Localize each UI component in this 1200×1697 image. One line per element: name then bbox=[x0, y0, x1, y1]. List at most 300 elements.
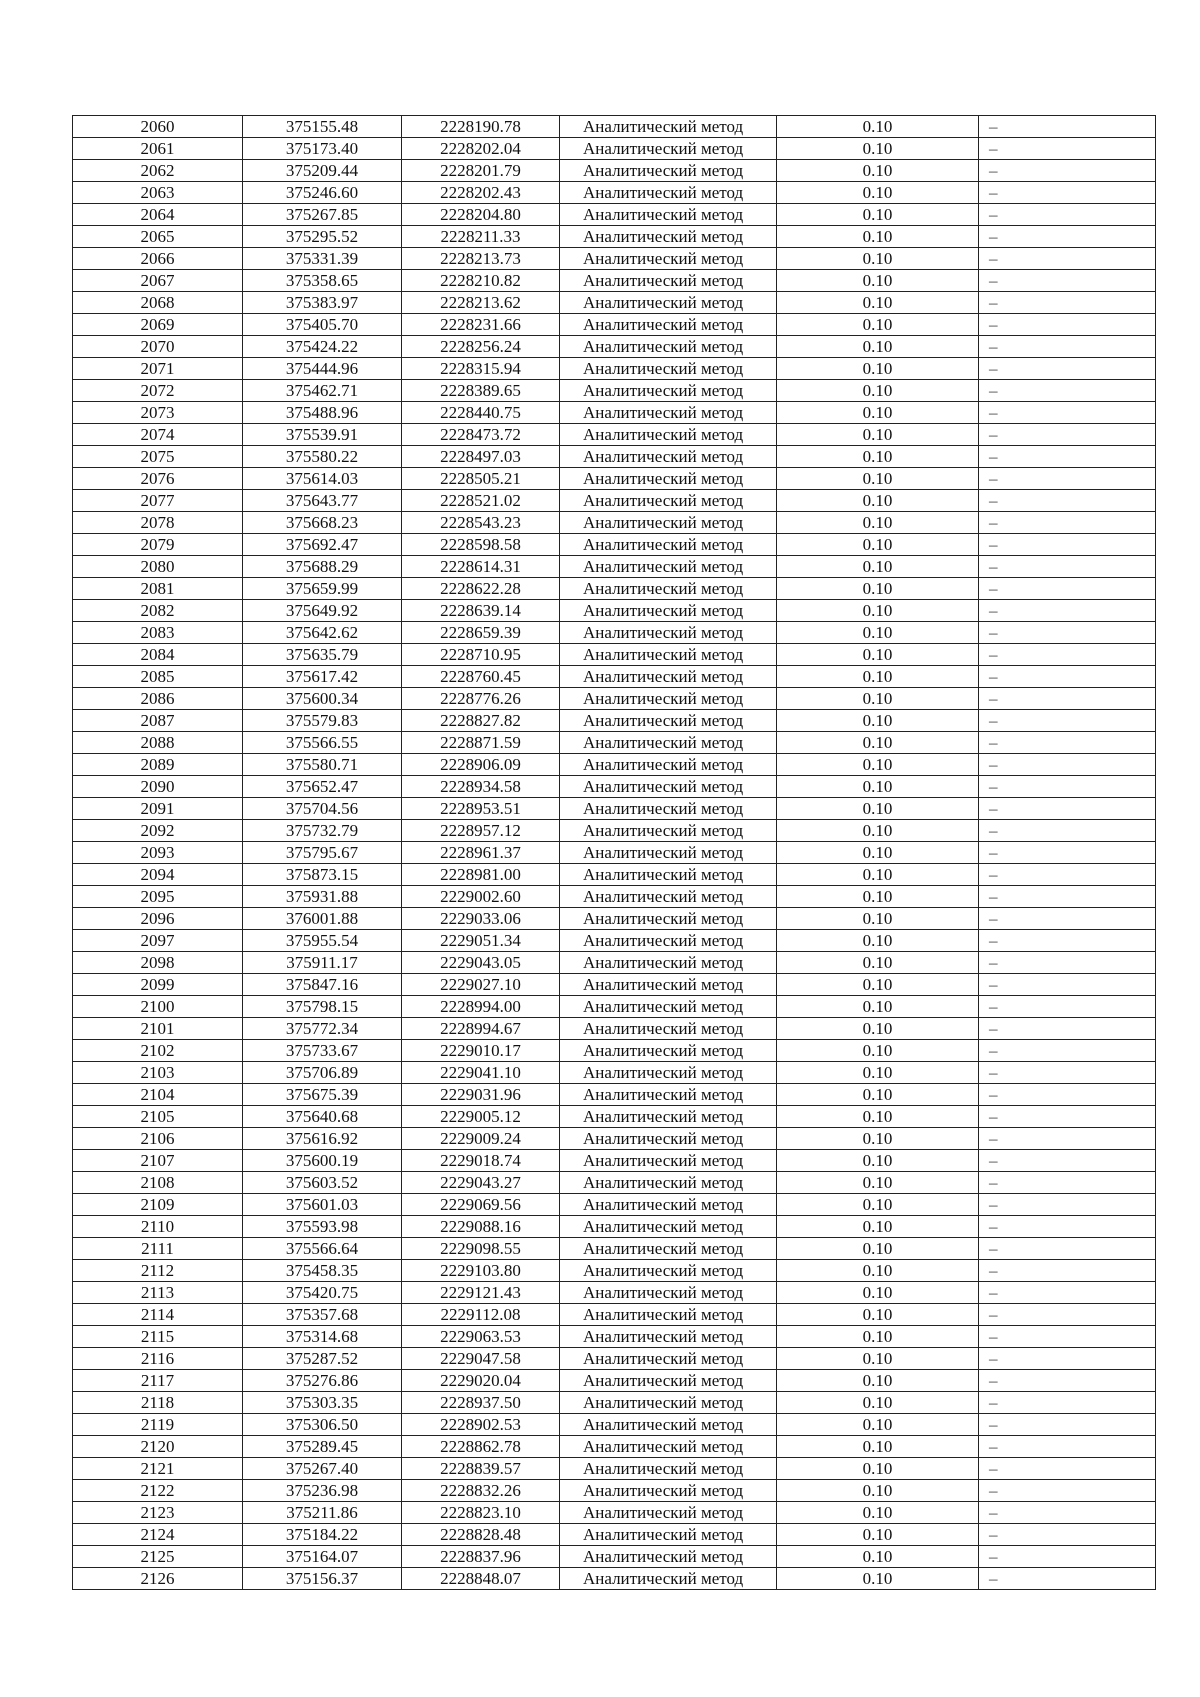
description-cell: – bbox=[979, 1172, 1156, 1194]
y-coordinate-cell: 2228202.04 bbox=[402, 138, 560, 160]
y-coordinate-cell: 2228213.62 bbox=[402, 292, 560, 314]
point-number-cell: 2063 bbox=[73, 182, 243, 204]
y-coordinate-cell: 2229031.96 bbox=[402, 1084, 560, 1106]
accuracy-cell: 0.10 bbox=[777, 1348, 979, 1370]
accuracy-cell: 0.10 bbox=[777, 996, 979, 1018]
point-number-cell: 2126 bbox=[73, 1568, 243, 1590]
method-cell: Аналитический метод bbox=[560, 336, 777, 358]
y-coordinate-cell: 2229047.58 bbox=[402, 1348, 560, 1370]
y-coordinate-cell: 2229098.55 bbox=[402, 1238, 560, 1260]
accuracy-cell: 0.10 bbox=[777, 820, 979, 842]
method-cell: Аналитический метод bbox=[560, 732, 777, 754]
y-coordinate-cell: 2228839.57 bbox=[402, 1458, 560, 1480]
y-coordinate-cell: 2228862.78 bbox=[402, 1436, 560, 1458]
method-cell: Аналитический метод bbox=[560, 160, 777, 182]
point-number-cell: 2071 bbox=[73, 358, 243, 380]
accuracy-cell: 0.10 bbox=[777, 1370, 979, 1392]
method-cell: Аналитический метод bbox=[560, 270, 777, 292]
description-cell: – bbox=[979, 1084, 1156, 1106]
method-cell: Аналитический метод bbox=[560, 204, 777, 226]
method-cell: Аналитический метод bbox=[560, 1546, 777, 1568]
y-coordinate-cell: 2228776.26 bbox=[402, 688, 560, 710]
table-row bbox=[73, 1568, 1156, 1590]
description-cell: – bbox=[979, 688, 1156, 710]
y-coordinate-cell: 2228201.79 bbox=[402, 160, 560, 182]
accuracy-cell: 0.10 bbox=[777, 1062, 979, 1084]
accuracy-cell: 0.10 bbox=[777, 666, 979, 688]
x-coordinate-cell: 375539.91 bbox=[243, 424, 402, 446]
accuracy-cell: 0.10 bbox=[777, 1502, 979, 1524]
method-cell: Аналитический метод bbox=[560, 468, 777, 490]
method-cell: Аналитический метод bbox=[560, 1436, 777, 1458]
coordinates-table-body bbox=[73, 116, 1156, 1590]
y-coordinate-cell: 2228902.53 bbox=[402, 1414, 560, 1436]
x-coordinate-cell: 375236.98 bbox=[243, 1480, 402, 1502]
table-row bbox=[73, 424, 1156, 446]
table-row bbox=[73, 512, 1156, 534]
x-coordinate-cell: 375357.68 bbox=[243, 1304, 402, 1326]
x-coordinate-cell: 375276.86 bbox=[243, 1370, 402, 1392]
point-number-cell: 2099 bbox=[73, 974, 243, 996]
table-row bbox=[73, 292, 1156, 314]
point-number-cell: 2073 bbox=[73, 402, 243, 424]
accuracy-cell: 0.10 bbox=[777, 1216, 979, 1238]
accuracy-cell: 0.10 bbox=[777, 402, 979, 424]
y-coordinate-cell: 2228953.51 bbox=[402, 798, 560, 820]
table-row bbox=[73, 270, 1156, 292]
x-coordinate-cell: 375617.42 bbox=[243, 666, 402, 688]
table-row bbox=[73, 182, 1156, 204]
x-coordinate-cell: 375732.79 bbox=[243, 820, 402, 842]
table-row bbox=[73, 160, 1156, 182]
x-coordinate-cell: 375566.64 bbox=[243, 1238, 402, 1260]
x-coordinate-cell: 375675.39 bbox=[243, 1084, 402, 1106]
x-coordinate-cell: 375659.99 bbox=[243, 578, 402, 600]
method-cell: Аналитический метод bbox=[560, 1172, 777, 1194]
x-coordinate-cell: 375462.71 bbox=[243, 380, 402, 402]
y-coordinate-cell: 2228937.50 bbox=[402, 1392, 560, 1414]
point-number-cell: 2096 bbox=[73, 908, 243, 930]
method-cell: Аналитический метод bbox=[560, 1392, 777, 1414]
point-number-cell: 2089 bbox=[73, 754, 243, 776]
y-coordinate-cell: 2228848.07 bbox=[402, 1568, 560, 1590]
x-coordinate-cell: 375579.83 bbox=[243, 710, 402, 732]
point-number-cell: 2079 bbox=[73, 534, 243, 556]
method-cell: Аналитический метод bbox=[560, 798, 777, 820]
description-cell: – bbox=[979, 1216, 1156, 1238]
description-cell: – bbox=[979, 1282, 1156, 1304]
table-row bbox=[73, 1216, 1156, 1238]
x-coordinate-cell: 375733.67 bbox=[243, 1040, 402, 1062]
y-coordinate-cell: 2229027.10 bbox=[402, 974, 560, 996]
accuracy-cell: 0.10 bbox=[777, 116, 979, 138]
point-number-cell: 2095 bbox=[73, 886, 243, 908]
x-coordinate-cell: 375642.62 bbox=[243, 622, 402, 644]
table-row bbox=[73, 732, 1156, 754]
point-number-cell: 2065 bbox=[73, 226, 243, 248]
table-row bbox=[73, 644, 1156, 666]
description-cell: – bbox=[979, 1480, 1156, 1502]
x-coordinate-cell: 375358.65 bbox=[243, 270, 402, 292]
y-coordinate-cell: 2228210.82 bbox=[402, 270, 560, 292]
x-coordinate-cell: 375652.47 bbox=[243, 776, 402, 798]
y-coordinate-cell: 2228828.48 bbox=[402, 1524, 560, 1546]
y-coordinate-cell: 2228614.31 bbox=[402, 556, 560, 578]
accuracy-cell: 0.10 bbox=[777, 864, 979, 886]
description-cell: – bbox=[979, 622, 1156, 644]
accuracy-cell: 0.10 bbox=[777, 1260, 979, 1282]
table-row bbox=[73, 402, 1156, 424]
accuracy-cell: 0.10 bbox=[777, 1238, 979, 1260]
y-coordinate-cell: 2228622.28 bbox=[402, 578, 560, 600]
method-cell: Аналитический метод bbox=[560, 644, 777, 666]
y-coordinate-cell: 2228211.33 bbox=[402, 226, 560, 248]
description-cell: – bbox=[979, 1194, 1156, 1216]
accuracy-cell: 0.10 bbox=[777, 204, 979, 226]
y-coordinate-cell: 2228934.58 bbox=[402, 776, 560, 798]
description-cell: – bbox=[979, 1348, 1156, 1370]
x-coordinate-cell: 375314.68 bbox=[243, 1326, 402, 1348]
table-row bbox=[73, 380, 1156, 402]
y-coordinate-cell: 2228389.65 bbox=[402, 380, 560, 402]
description-cell: – bbox=[979, 424, 1156, 446]
description-cell: – bbox=[979, 160, 1156, 182]
accuracy-cell: 0.10 bbox=[777, 732, 979, 754]
description-cell: – bbox=[979, 402, 1156, 424]
accuracy-cell: 0.10 bbox=[777, 842, 979, 864]
description-cell: – bbox=[979, 556, 1156, 578]
description-cell: – bbox=[979, 1436, 1156, 1458]
point-number-cell: 2069 bbox=[73, 314, 243, 336]
description-cell: – bbox=[979, 446, 1156, 468]
table-row bbox=[73, 138, 1156, 160]
y-coordinate-cell: 2228832.26 bbox=[402, 1480, 560, 1502]
table-row bbox=[73, 996, 1156, 1018]
y-coordinate-cell: 2229121.43 bbox=[402, 1282, 560, 1304]
table-row bbox=[73, 1326, 1156, 1348]
x-coordinate-cell: 375593.98 bbox=[243, 1216, 402, 1238]
x-coordinate-cell: 375635.79 bbox=[243, 644, 402, 666]
method-cell: Аналитический метод bbox=[560, 908, 777, 930]
accuracy-cell: 0.10 bbox=[777, 1282, 979, 1304]
x-coordinate-cell: 375704.56 bbox=[243, 798, 402, 820]
y-coordinate-cell: 2228598.58 bbox=[402, 534, 560, 556]
point-number-cell: 2100 bbox=[73, 996, 243, 1018]
point-number-cell: 2081 bbox=[73, 578, 243, 600]
x-coordinate-cell: 375383.97 bbox=[243, 292, 402, 314]
point-number-cell: 2110 bbox=[73, 1216, 243, 1238]
method-cell: Аналитический метод bbox=[560, 600, 777, 622]
x-coordinate-cell: 375772.34 bbox=[243, 1018, 402, 1040]
y-coordinate-cell: 2228981.00 bbox=[402, 864, 560, 886]
method-cell: Аналитический метод bbox=[560, 446, 777, 468]
x-coordinate-cell: 375211.86 bbox=[243, 1502, 402, 1524]
description-cell: – bbox=[979, 182, 1156, 204]
method-cell: Аналитический метод bbox=[560, 292, 777, 314]
description-cell: – bbox=[979, 1326, 1156, 1348]
x-coordinate-cell: 375331.39 bbox=[243, 248, 402, 270]
method-cell: Аналитический метод bbox=[560, 1260, 777, 1282]
point-number-cell: 2074 bbox=[73, 424, 243, 446]
method-cell: Аналитический метод bbox=[560, 1502, 777, 1524]
point-number-cell: 2114 bbox=[73, 1304, 243, 1326]
method-cell: Аналитический метод bbox=[560, 886, 777, 908]
y-coordinate-cell: 2228497.03 bbox=[402, 446, 560, 468]
x-coordinate-cell: 375688.29 bbox=[243, 556, 402, 578]
table-row bbox=[73, 974, 1156, 996]
table-row bbox=[73, 1018, 1156, 1040]
method-cell: Аналитический метод bbox=[560, 996, 777, 1018]
point-number-cell: 2066 bbox=[73, 248, 243, 270]
method-cell: Аналитический метод bbox=[560, 1062, 777, 1084]
table-row bbox=[73, 468, 1156, 490]
accuracy-cell: 0.10 bbox=[777, 512, 979, 534]
y-coordinate-cell: 2228871.59 bbox=[402, 732, 560, 754]
method-cell: Аналитический метод bbox=[560, 226, 777, 248]
point-number-cell: 2104 bbox=[73, 1084, 243, 1106]
description-cell: – bbox=[979, 666, 1156, 688]
method-cell: Аналитический метод bbox=[560, 754, 777, 776]
accuracy-cell: 0.10 bbox=[777, 908, 979, 930]
point-number-cell: 2113 bbox=[73, 1282, 243, 1304]
x-coordinate-cell: 375600.34 bbox=[243, 688, 402, 710]
method-cell: Аналитический метод bbox=[560, 952, 777, 974]
accuracy-cell: 0.10 bbox=[777, 336, 979, 358]
table-row bbox=[73, 930, 1156, 952]
accuracy-cell: 0.10 bbox=[777, 1106, 979, 1128]
table-row bbox=[73, 1414, 1156, 1436]
description-cell: – bbox=[979, 204, 1156, 226]
table-row bbox=[73, 1480, 1156, 1502]
x-coordinate-cell: 375184.22 bbox=[243, 1524, 402, 1546]
method-cell: Аналитический метод bbox=[560, 1238, 777, 1260]
table-row bbox=[73, 710, 1156, 732]
point-number-cell: 2075 bbox=[73, 446, 243, 468]
accuracy-cell: 0.10 bbox=[777, 930, 979, 952]
description-cell: – bbox=[979, 380, 1156, 402]
description-cell: – bbox=[979, 534, 1156, 556]
x-coordinate-cell: 375267.40 bbox=[243, 1458, 402, 1480]
method-cell: Аналитический метод bbox=[560, 490, 777, 512]
point-number-cell: 2064 bbox=[73, 204, 243, 226]
x-coordinate-cell: 375706.89 bbox=[243, 1062, 402, 1084]
description-cell: – bbox=[979, 490, 1156, 512]
table-row bbox=[73, 1458, 1156, 1480]
accuracy-cell: 0.10 bbox=[777, 424, 979, 446]
accuracy-cell: 0.10 bbox=[777, 248, 979, 270]
description-cell: – bbox=[979, 1150, 1156, 1172]
method-cell: Аналитический метод bbox=[560, 1128, 777, 1150]
description-cell: – bbox=[979, 908, 1156, 930]
x-coordinate-cell: 375955.54 bbox=[243, 930, 402, 952]
table-row bbox=[73, 1128, 1156, 1150]
accuracy-cell: 0.10 bbox=[777, 446, 979, 468]
y-coordinate-cell: 2228906.09 bbox=[402, 754, 560, 776]
method-cell: Аналитический метод bbox=[560, 578, 777, 600]
table-row bbox=[73, 842, 1156, 864]
description-cell: – bbox=[979, 732, 1156, 754]
accuracy-cell: 0.10 bbox=[777, 490, 979, 512]
coordinates-table bbox=[72, 115, 1156, 1590]
x-coordinate-cell: 375289.45 bbox=[243, 1436, 402, 1458]
method-cell: Аналитический метод bbox=[560, 666, 777, 688]
description-cell: – bbox=[979, 468, 1156, 490]
description-cell: – bbox=[979, 226, 1156, 248]
method-cell: Аналитический метод bbox=[560, 380, 777, 402]
point-number-cell: 2083 bbox=[73, 622, 243, 644]
table-row bbox=[73, 820, 1156, 842]
table-row bbox=[73, 798, 1156, 820]
y-coordinate-cell: 2229020.04 bbox=[402, 1370, 560, 1392]
y-coordinate-cell: 2228994.00 bbox=[402, 996, 560, 1018]
method-cell: Аналитический метод bbox=[560, 1326, 777, 1348]
description-cell: – bbox=[979, 974, 1156, 996]
table-row bbox=[73, 1172, 1156, 1194]
point-number-cell: 2106 bbox=[73, 1128, 243, 1150]
point-number-cell: 2103 bbox=[73, 1062, 243, 1084]
table-row bbox=[73, 886, 1156, 908]
description-cell: – bbox=[979, 1040, 1156, 1062]
accuracy-cell: 0.10 bbox=[777, 1524, 979, 1546]
x-coordinate-cell: 375209.44 bbox=[243, 160, 402, 182]
description-cell: – bbox=[979, 1260, 1156, 1282]
y-coordinate-cell: 2228213.73 bbox=[402, 248, 560, 270]
accuracy-cell: 0.10 bbox=[777, 1040, 979, 1062]
description-cell: – bbox=[979, 248, 1156, 270]
y-coordinate-cell: 2228760.45 bbox=[402, 666, 560, 688]
point-number-cell: 2077 bbox=[73, 490, 243, 512]
method-cell: Аналитический метод bbox=[560, 424, 777, 446]
table-row bbox=[73, 1238, 1156, 1260]
table-row bbox=[73, 248, 1156, 270]
point-number-cell: 2078 bbox=[73, 512, 243, 534]
x-coordinate-cell: 375458.35 bbox=[243, 1260, 402, 1282]
x-coordinate-cell: 376001.88 bbox=[243, 908, 402, 930]
table-row bbox=[73, 1282, 1156, 1304]
x-coordinate-cell: 375488.96 bbox=[243, 402, 402, 424]
method-cell: Аналитический метод bbox=[560, 842, 777, 864]
description-cell: – bbox=[979, 930, 1156, 952]
description-cell: – bbox=[979, 1568, 1156, 1590]
x-coordinate-cell: 375580.22 bbox=[243, 446, 402, 468]
table-row bbox=[73, 116, 1156, 138]
accuracy-cell: 0.10 bbox=[777, 886, 979, 908]
table-row bbox=[73, 1260, 1156, 1282]
x-coordinate-cell: 375287.52 bbox=[243, 1348, 402, 1370]
table-row bbox=[73, 1106, 1156, 1128]
method-cell: Аналитический метод bbox=[560, 1414, 777, 1436]
description-cell: – bbox=[979, 292, 1156, 314]
point-number-cell: 2116 bbox=[73, 1348, 243, 1370]
method-cell: Аналитический метод bbox=[560, 1194, 777, 1216]
table-row bbox=[73, 1304, 1156, 1326]
table-row bbox=[73, 490, 1156, 512]
method-cell: Аналитический метод bbox=[560, 622, 777, 644]
table-row bbox=[73, 754, 1156, 776]
x-coordinate-cell: 375847.16 bbox=[243, 974, 402, 996]
point-number-cell: 2125 bbox=[73, 1546, 243, 1568]
table-row bbox=[73, 446, 1156, 468]
accuracy-cell: 0.10 bbox=[777, 644, 979, 666]
table-row bbox=[73, 1040, 1156, 1062]
point-number-cell: 2120 bbox=[73, 1436, 243, 1458]
y-coordinate-cell: 2228659.39 bbox=[402, 622, 560, 644]
description-cell: – bbox=[979, 864, 1156, 886]
accuracy-cell: 0.10 bbox=[777, 380, 979, 402]
accuracy-cell: 0.10 bbox=[777, 710, 979, 732]
point-number-cell: 2087 bbox=[73, 710, 243, 732]
description-cell: – bbox=[979, 1524, 1156, 1546]
accuracy-cell: 0.10 bbox=[777, 468, 979, 490]
point-number-cell: 2102 bbox=[73, 1040, 243, 1062]
method-cell: Аналитический метод bbox=[560, 1458, 777, 1480]
x-coordinate-cell: 375156.37 bbox=[243, 1568, 402, 1590]
table-row bbox=[73, 1392, 1156, 1414]
x-coordinate-cell: 375616.92 bbox=[243, 1128, 402, 1150]
method-cell: Аналитический метод bbox=[560, 556, 777, 578]
point-number-cell: 2101 bbox=[73, 1018, 243, 1040]
accuracy-cell: 0.10 bbox=[777, 160, 979, 182]
description-cell: – bbox=[979, 754, 1156, 776]
method-cell: Аналитический метод bbox=[560, 820, 777, 842]
accuracy-cell: 0.10 bbox=[777, 1568, 979, 1590]
table-row bbox=[73, 622, 1156, 644]
x-coordinate-cell: 375911.17 bbox=[243, 952, 402, 974]
point-number-cell: 2076 bbox=[73, 468, 243, 490]
point-number-cell: 2082 bbox=[73, 600, 243, 622]
table-row bbox=[73, 952, 1156, 974]
method-cell: Аналитический метод bbox=[560, 710, 777, 732]
table-row bbox=[73, 578, 1156, 600]
accuracy-cell: 0.10 bbox=[777, 1128, 979, 1150]
x-coordinate-cell: 375601.03 bbox=[243, 1194, 402, 1216]
point-number-cell: 2086 bbox=[73, 688, 243, 710]
description-cell: – bbox=[979, 1304, 1156, 1326]
y-coordinate-cell: 2229033.06 bbox=[402, 908, 560, 930]
accuracy-cell: 0.10 bbox=[777, 622, 979, 644]
accuracy-cell: 0.10 bbox=[777, 776, 979, 798]
description-cell: – bbox=[979, 116, 1156, 138]
x-coordinate-cell: 375444.96 bbox=[243, 358, 402, 380]
y-coordinate-cell: 2229002.60 bbox=[402, 886, 560, 908]
y-coordinate-cell: 2228837.96 bbox=[402, 1546, 560, 1568]
method-cell: Аналитический метод bbox=[560, 1348, 777, 1370]
y-coordinate-cell: 2228204.80 bbox=[402, 204, 560, 226]
x-coordinate-cell: 375873.15 bbox=[243, 864, 402, 886]
accuracy-cell: 0.10 bbox=[777, 578, 979, 600]
y-coordinate-cell: 2228315.94 bbox=[402, 358, 560, 380]
method-cell: Аналитический метод bbox=[560, 1150, 777, 1172]
point-number-cell: 2109 bbox=[73, 1194, 243, 1216]
method-cell: Аналитический метод bbox=[560, 1216, 777, 1238]
y-coordinate-cell: 2229103.80 bbox=[402, 1260, 560, 1282]
point-number-cell: 2090 bbox=[73, 776, 243, 798]
accuracy-cell: 0.10 bbox=[777, 314, 979, 336]
x-coordinate-cell: 375173.40 bbox=[243, 138, 402, 160]
method-cell: Аналитический метод bbox=[560, 688, 777, 710]
y-coordinate-cell: 2229018.74 bbox=[402, 1150, 560, 1172]
description-cell: – bbox=[979, 336, 1156, 358]
point-number-cell: 2112 bbox=[73, 1260, 243, 1282]
description-cell: – bbox=[979, 842, 1156, 864]
table-row bbox=[73, 776, 1156, 798]
accuracy-cell: 0.10 bbox=[777, 138, 979, 160]
method-cell: Аналитический метод bbox=[560, 1084, 777, 1106]
x-coordinate-cell: 375420.75 bbox=[243, 1282, 402, 1304]
y-coordinate-cell: 2228190.78 bbox=[402, 116, 560, 138]
y-coordinate-cell: 2228639.14 bbox=[402, 600, 560, 622]
x-coordinate-cell: 375306.50 bbox=[243, 1414, 402, 1436]
